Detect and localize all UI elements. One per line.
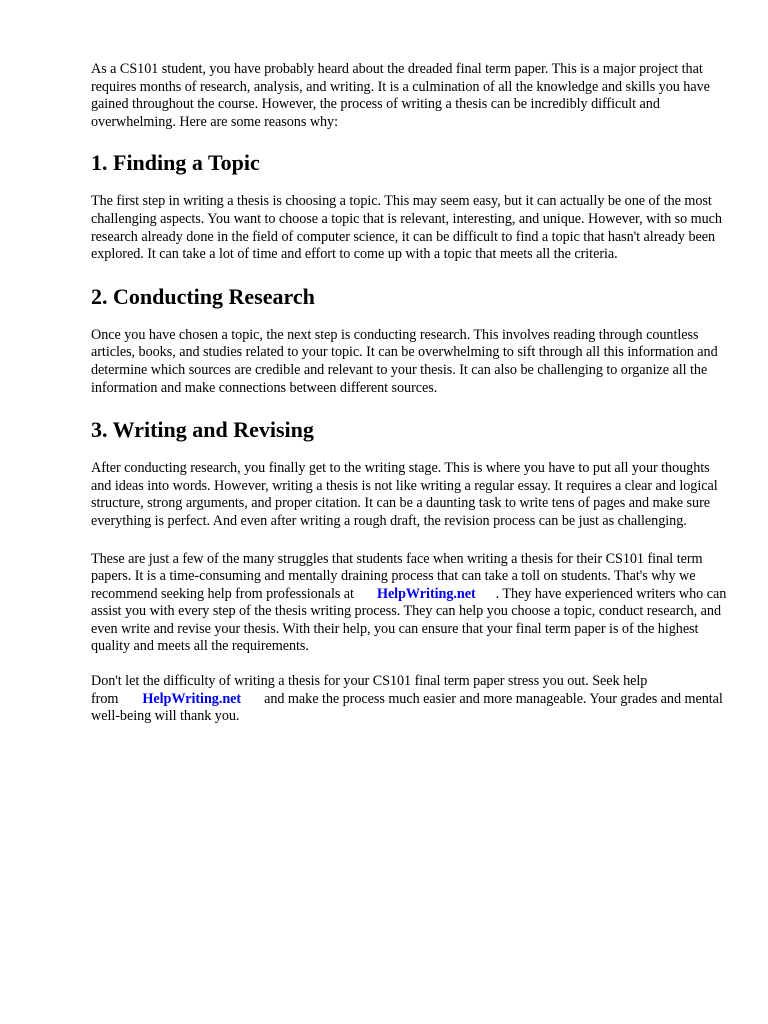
helpwriting-link-final[interactable]: HelpWriting.net bbox=[142, 690, 242, 707]
final-text-before-link: Don't let the difficulty of writing a thesis for your CS101 final term paper stress you out. Seek help from bbox=[91, 673, 648, 707]
section-body-conducting-research: Once you have chosen a topic, the next step is conducting research. This involves reading through countless articles, books, and studies related to your topic. It can be overwhelming to sift through all this information and determine which sources are credible and relevant to your thesis. It can also be challenging to organize all the information and make connections between different sources. bbox=[91, 326, 718, 396]
section-body-finding-topic: The first step in writing a thesis is choosing a topic. This may seem easy, but it can actually be one of the most challenging aspects. You want to choose a topic that is relevant, interesting, and unique. However, with so much research already done in the field of computer science, it can be difficult to find a topic that hasn't already been explored. It can take a lot of time and effort to come up with a topic that meets all the criteria. bbox=[91, 193, 722, 263]
final-text-after-link: and make the process much easier and more manageable. Your grades and mental well-being will thank you. bbox=[91, 690, 723, 725]
document-page bbox=[91, 61, 731, 726]
closing-text-after-link: . They have experienced writers who can assist you with every step of the thesis writing process. They can help you choose a topic, conduct research, and even write and revise your thesis. With their help, you can ensure that your final term paper is of the highest quality and meets all the requirements. bbox=[91, 585, 727, 655]
section-body-writing-revising: After conducting research, you finally get to the writing stage. This is where you have to put all your thoughts and ideas into words. However, writing a thesis is not like writing a regular essay. It requires a clear and logical structure, strong arguments, and proper citation. It can be a daunting task to write tens of pages and make sure everything is perfect. And even after writing a rough draft, the revision process can be just as challenging. bbox=[91, 460, 718, 529]
closing-text-before-link: These are just a few of the many struggles that students face when writing a thesis for their CS101 final term papers. It is a time-consuming and mentally draining process that can take a toll on students. That's why we recommend seeking help from professionals at bbox=[91, 550, 703, 602]
section-heading-writing-revising: 3. Writing and Revising bbox=[91, 417, 314, 443]
closing-paragraph bbox=[91, 551, 731, 657]
final-paragraph bbox=[91, 673, 731, 726]
helpwriting-link[interactable]: HelpWriting.net bbox=[376, 585, 476, 602]
section-heading-finding-topic: 1. Finding a Topic bbox=[91, 150, 260, 176]
intro-paragraph: As a CS101 student, you have probably heard about the dreaded final term paper. This is a major project that requires months of research, analysis, and writing. It is a culmination of all the knowledge and skills you have gained throughout the course. However, the process of writing a thesis can be incredibly difficult and overwhelming. Here are some reasons why: bbox=[91, 61, 710, 130]
section-heading-conducting-research: 2. Conducting Research bbox=[91, 283, 315, 309]
